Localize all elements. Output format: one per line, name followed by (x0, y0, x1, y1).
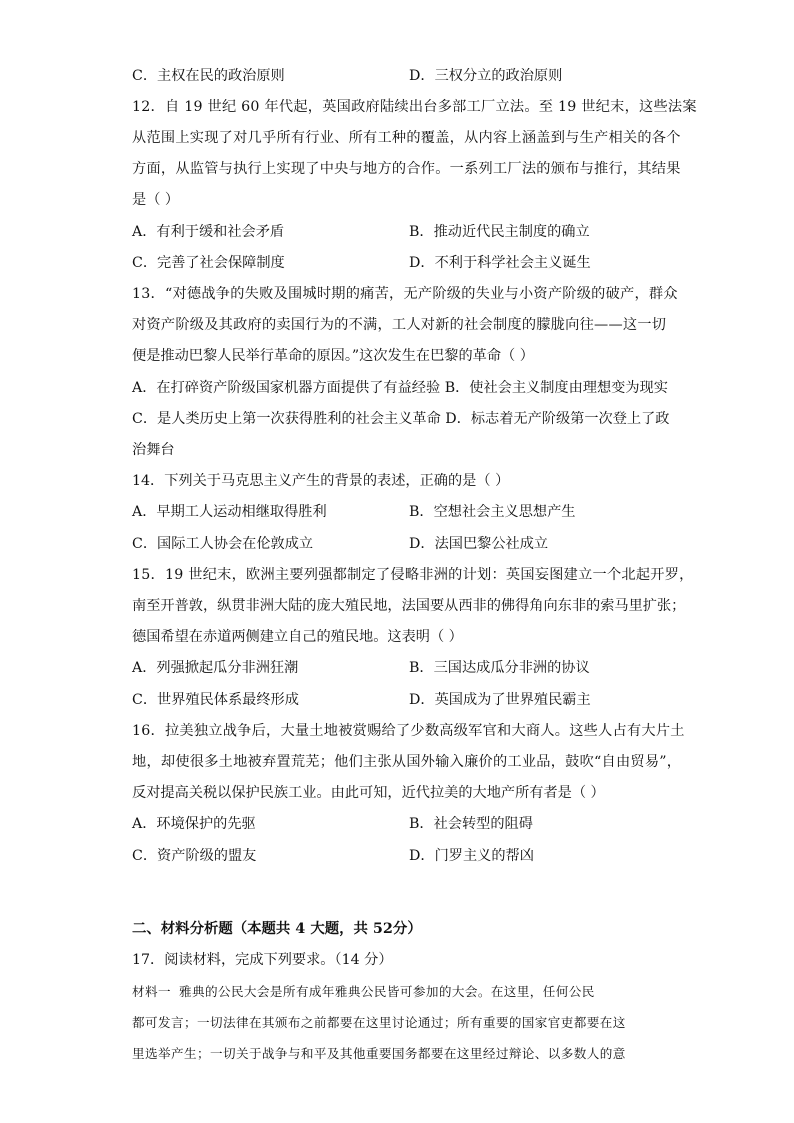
question-14-stem: 14．下列关于马克思主义产生的背景的表述，正确的是（ ） (132, 473, 510, 489)
question-13-stem: 13．“对德战争的失败及围城时期的痛苦，无产阶级的失业与小资产阶级的破产，群众 (132, 286, 678, 302)
section-2-title: 二、材料分析题（本题共 4 大题，共 52分） (132, 920, 422, 937)
question-16-option-d: D．门罗主义的帮凶 (409, 848, 534, 864)
question-12-stem: 从范围上实现了对几乎所有行业、所有工种的覆盖，从内容上涵盖到与生产相关的各个 (132, 130, 681, 146)
question-15-option-d: D．英国成为了世界殖民霸主 (409, 692, 591, 708)
question-16-option-b: B．社会转型的阻碍 (409, 816, 533, 832)
question-16-option-a: A．环境保护的先驱 (132, 816, 256, 832)
question-12-option-b: B．推动近代民主制度的确立 (409, 224, 590, 240)
question-13-stem: 对资产阶级及其政府的卖国行为的不满，工人对新的社会制度的朦胧向往——这一切 (132, 317, 667, 333)
question-12-option-a: A．有利于缓和社会矛盾 (132, 224, 285, 240)
option-d: D．三权分立的政治原则 (409, 68, 563, 84)
material-line: 材料一 雅典的公民大会是所有成年雅典公民皆可参加的大会。在这里，任何公民 (132, 984, 595, 999)
question-15-option-a: A．列强掀起瓜分非洲狂潮 (132, 660, 299, 676)
question-14-option-b: B．空想社会主义思想产生 (409, 504, 576, 520)
question-12-stem: 12．自 19 世纪 60 年代起，英国政府陆续出台多部工厂立法。至 19 世纪末，这些法案 (132, 99, 697, 115)
question-13-options-ab: A．在打碎资产阶级国家机器方面提供了有益经验 B．使社会主义制度由理想变为现实 (132, 380, 668, 396)
question-13-options-cd: C．是人类历史上第一次获得胜利的社会主义革命 D．标志着无产阶级第一次登上了政 (132, 411, 670, 427)
question-16-option-c: C．资产阶级的盟友 (132, 848, 257, 864)
question-15-stem: 德国希望在赤道两侧建立自己的殖民地。这表明（ ） (132, 629, 463, 645)
question-16-stem: 地，却使很多土地被弃置荒芜；他们主张从国外输入廉价的工业品，鼓吹“自由贸易”， (132, 754, 682, 770)
question-12-option-d: D．不利于科学社会主义诞生 (409, 255, 591, 271)
question-15-option-b: B．三国达成瓜分非洲的协议 (409, 660, 590, 676)
question-12-stem: 是（ ） (132, 192, 180, 208)
question-16-stem: 反对提高关税以保护民族工业。由此可知，近代拉美的大地产所有者是（ ） (132, 785, 605, 801)
question-14-option-d: D．法国巴黎公社成立 (409, 536, 549, 552)
question-14-option-c: C．国际工人协会在伦敦成立 (132, 536, 314, 552)
question-16-stem: 16．拉美独立战争后，大量土地被赏赐给了少数高级军官和大商人。这些人占有大片土 (132, 723, 685, 739)
question-15-stem: 南至开普敦，纵贯非洲大陆的庞大殖民地，法国要从西非的佛得角向东非的索马里扩张； (132, 598, 686, 614)
option-c: C．主权在民的政治原则 (132, 68, 285, 84)
question-15-stem: 15．19 世纪末，欧洲主要列强都制定了侵略非洲的计划：英国妄图建立一个北起开罗， (132, 567, 694, 583)
question-12-stem: 方面，从监管与执行上实现了中央与地方的合作。一系列工厂法的颁布与推行，其结果 (132, 161, 681, 177)
material-line: 都可发言；一切法律在其颁布之前都要在这里讨论通过；所有重要的国家官吏都要在这 (132, 1015, 626, 1030)
question-14-option-a: A．早期工人运动相继取得胜利 (132, 504, 327, 520)
material-line: 里选举产生；一切关于战争与和平及其他重要国务都要在这里经过辩论、以多数人的意 (132, 1046, 626, 1061)
question-15-option-c: C．世界殖民体系最终形成 (132, 692, 299, 708)
question-17-stem: 17．阅读材料，完成下列要求。（14 分） (132, 952, 393, 968)
question-13-stem: 便是推动巴黎人民举行革命的原因。”这次发生在巴黎的革命（ ） (132, 348, 534, 364)
question-13-options-cont: 治舞台 (132, 442, 175, 458)
question-12-option-c: C．完善了社会保障制度 (132, 255, 285, 271)
